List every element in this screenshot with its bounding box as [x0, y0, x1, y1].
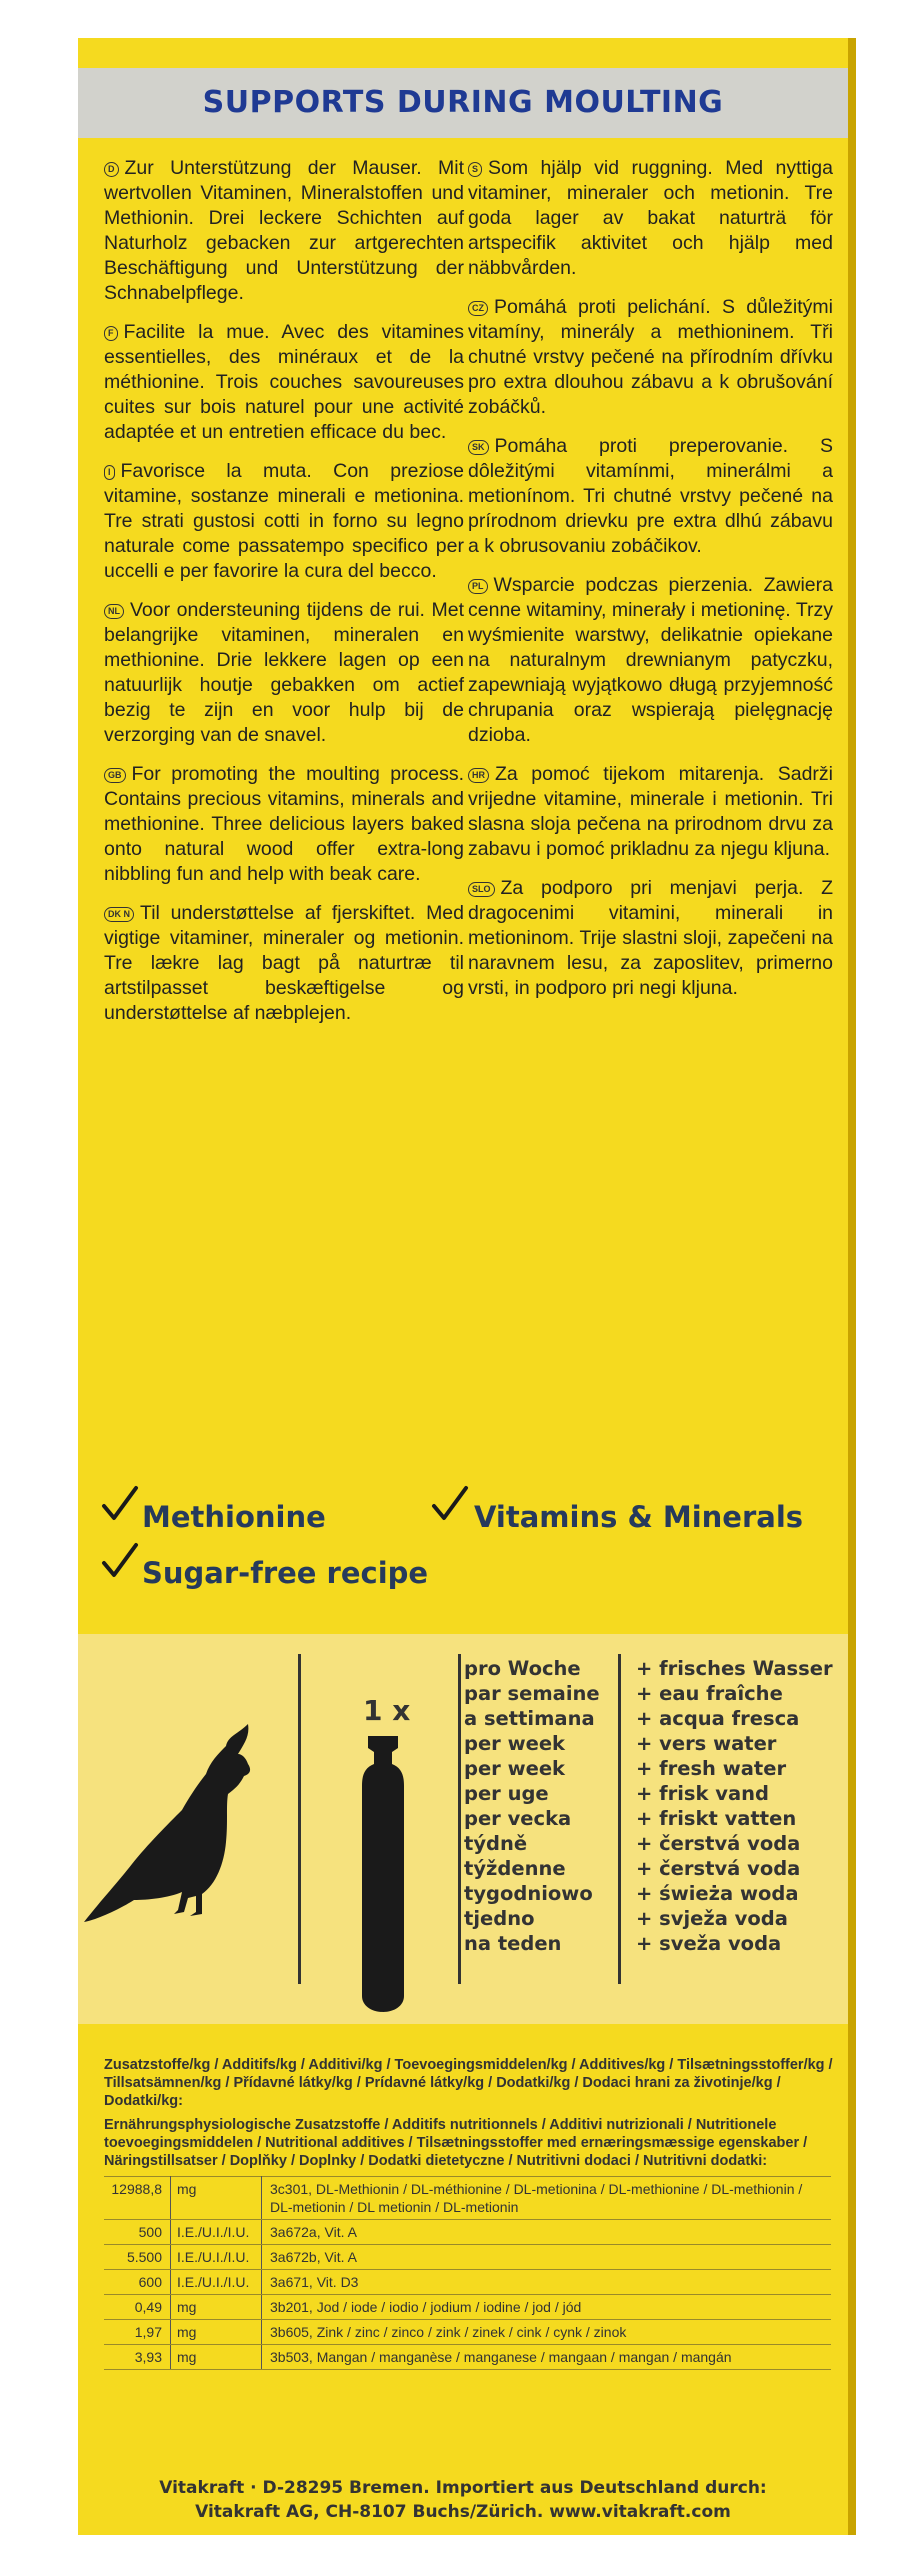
frequency-item: tjedno	[464, 1907, 535, 1930]
cell-amount: 5.500	[104, 2245, 171, 2270]
description-paragraph	[104, 459, 464, 584]
package-side-panel	[78, 38, 848, 2535]
description-paragraph	[104, 598, 464, 748]
paragraph-text: Voor ondersteuning tijdens de rui. Met belangrijke vitaminen, mineralen en methionine. Drie lekkere lagen op een natuurlijk houtje gebakken om actief bezig te zijn en voor hulp bij de verzorging van de snavel.	[104, 599, 464, 746]
stick-treat-icon	[358, 1734, 408, 2014]
checkmark-icon	[100, 1484, 140, 1524]
nutritional-additives-header: Ernährungsphysiologische Zusatzstoffe / Additifs nutritionnels / Additivi nutrizionali / Nutritionele toevoegingsmiddelen / Nutritional additives / Tilsætningsstoffer med ernæringsmæssige egenskaber / Näringstillsatser / Doplňky / Doplnky / Dodatki dietetyczne / Nutritivni dodaci / Nutritivni dodatki:	[104, 2117, 808, 2169]
language-badge: GB	[104, 768, 126, 783]
cell-amount: 500	[104, 2220, 171, 2245]
description-paragraph	[104, 320, 464, 445]
cell-desc: 3b201, Jod / iode / iodio / jodium / iodine / jod / jód	[262, 2295, 832, 2320]
cell-unit: mg	[171, 2345, 262, 2370]
frequency-item: per uge	[464, 1782, 549, 1805]
page-title: SUPPORTS DURING MOULTING	[202, 85, 724, 120]
additives-header: Zusatzstoffe/kg / Additifs/kg / Additivi/kg / Toevoegingsmiddelen/kg / Additives/kg / Tilsætningsstoffer/kg / Tillsatsämnen/kg / Přídavné látky/kg / Prídavné látky/kg / Dodatki/kg / Dodaci hrani za životinje/kg / Dodatki/kg:	[104, 2057, 833, 2109]
paragraph-text: Som hjälp vid ruggning. Med nyttiga vitaminer, mineraler och metionin. Tre goda lager av bakat naturträ för artspecifik aktivitet och hjälp med näbbvården.	[468, 157, 833, 279]
cell-amount: 1,97	[104, 2320, 171, 2345]
description-paragraph	[468, 762, 833, 862]
water-item: + čerstvá voda	[636, 1832, 801, 1855]
feeding-instructions-panel	[78, 1634, 848, 2024]
language-badge: SLO	[468, 882, 495, 897]
feature-vitamins-minerals: Vitamins & Minerals	[474, 1500, 804, 1534]
language-badge: HR	[468, 768, 489, 783]
frequency-item: týždenne	[464, 1857, 566, 1880]
paragraph-text: Til understøttelse af fjerskiftet. Med vigtige vitaminer, mineraler og metionin. Tre lækre lag bagt på naturtræ til artstilpasset beskæftigelse og understøttelse af næbplejen.	[104, 902, 464, 1024]
cell-desc: 3c301, DL-Methionin / DL-méthionine / DL-metionina / DL-methionine / DL-methionin / DL-metionin / DL metionin / DL-metionin	[262, 2177, 832, 2220]
table-row	[104, 2177, 831, 2220]
frequency-item: per vecka	[464, 1807, 572, 1830]
water-item: + frisches Wasser	[636, 1657, 833, 1680]
cell-unit: I.E./U.I./I.U.	[171, 2245, 262, 2270]
language-badge: SK	[468, 440, 489, 455]
frequency-item: par semaine	[464, 1682, 600, 1705]
checkmark-icon	[100, 1541, 140, 1581]
description-paragraph	[468, 434, 833, 559]
paragraph-text: Favorisce la muta. Con preziose vitamine, sostanze minerali e metionina. Tre strati gustosi cotti in forno su legno naturale come passatempo specifico per uccelli e per favorire la cura del becco.	[104, 460, 464, 582]
water-item: + acqua fresca	[636, 1707, 800, 1730]
feature-sugar-free: Sugar-free recipe	[142, 1556, 429, 1590]
paragraph-text: Pomáha proti preperovanie. S dôležitými vitamínmi, minerálmi a metionínom. Tri chutné vrstvy pečené na prírodnom drievku pre extra dlhú zábavu a k obrusovaniu zobáčikov.	[468, 435, 833, 557]
water-item: + fresh water	[636, 1757, 787, 1780]
cell-desc: 3a672a, Vit. A	[262, 2220, 832, 2245]
frequency-item: týdně	[464, 1832, 528, 1855]
feeding-divider	[458, 1654, 461, 1984]
language-badge: NL	[104, 604, 124, 619]
table-row	[104, 2345, 831, 2370]
cell-desc: 3a672b, Vit. A	[262, 2245, 832, 2270]
table-row	[104, 2320, 831, 2345]
footer-line-1: Vitakraft · D-28295 Bremen. Importiert aus Deutschland durch:	[159, 2478, 767, 2498]
cell-desc: 3b503, Mangan / manganèse / manganese / mangaan / mangan / mangán	[262, 2345, 832, 2370]
cell-amount: 3,93	[104, 2345, 171, 2370]
table-row	[104, 2270, 831, 2295]
cell-amount: 12988,8	[104, 2177, 171, 2220]
paragraph-text: Wsparcie podczas pierzenia. Zawiera cenne witaminy, minerały i metioninę. Trzy wyśmienite warstwy, delikatnie opiekane na naturalnym drewnianym patyczku, zapewniają wyjątkowo długą przyjemność chrupania oraz wspierają pielęgnację dzioba.	[468, 574, 833, 746]
cell-unit: mg	[171, 2320, 262, 2345]
cell-unit: mg	[171, 2177, 262, 2220]
water-item: + friskt vatten	[636, 1807, 797, 1830]
left-text-column	[104, 156, 464, 1040]
language-badge: D	[104, 162, 119, 177]
table-row	[104, 2220, 831, 2245]
additives-section	[104, 2056, 834, 2370]
language-badge: CZ	[468, 301, 488, 316]
water-item: + čerstvá voda	[636, 1857, 801, 1880]
frequency-item: per week	[464, 1732, 566, 1755]
paragraph-text: Zur Unterstützung der Mauser. Mit wertvollen Vitaminen, Mineralstoffen und Methionin. Drei leckere Schichten auf Naturholz gebacken zur artgerechten Beschäftigung und Unterstützung der Schnabelpflege.	[104, 157, 464, 304]
frequency-item: pro Woche	[464, 1657, 581, 1680]
water-item: + frisk vand	[636, 1782, 769, 1805]
quantity-label: 1 x	[363, 1694, 411, 1727]
description-paragraph	[104, 762, 464, 887]
description-paragraph	[468, 573, 833, 748]
cell-amount: 600	[104, 2270, 171, 2295]
language-badge: DK N	[104, 907, 134, 922]
cell-desc: 3a671, Vit. D3	[262, 2270, 832, 2295]
additives-table	[104, 2176, 831, 2370]
language-badge: I	[104, 465, 115, 480]
table-row	[104, 2245, 831, 2270]
cell-unit: mg	[171, 2295, 262, 2320]
water-item: + eau fraîche	[636, 1682, 783, 1705]
description-paragraph	[468, 876, 833, 1001]
cell-desc: 3b605, Zink / zinc / zinco / zink / zinek / cink / cynk / zinok	[262, 2320, 832, 2345]
paragraph-text: Za pomoć tijekom mitarenja. Sadrži vrijedne vitamine, minerale i metionin. Tri slasna sloja pečena na prirodnom drvu za zabavu i pomoć prikladnu za njegu kljuna.	[468, 763, 833, 860]
language-badge: F	[104, 326, 118, 341]
water-item: + svježa voda	[636, 1907, 788, 1930]
right-text-column	[468, 156, 833, 1015]
description-paragraph	[468, 156, 833, 281]
frequency-item: tygodniowo	[464, 1882, 593, 1905]
feature-methionine: Methionine	[142, 1500, 326, 1534]
frequency-item: per week	[464, 1757, 566, 1780]
table-row	[104, 2295, 831, 2320]
language-badge: S	[468, 162, 482, 177]
footer-line-2: Vitakraft AG, CH-8107 Buchs/Zürich. www.vitakraft.com	[195, 2502, 731, 2522]
frequency-item: na teden	[464, 1932, 562, 1955]
footer	[78, 2476, 848, 2524]
water-list	[636, 1656, 833, 1956]
paragraph-text: For promoting the moulting process. Contains precious vitamins, minerals and methionine. Three delicious layers baked onto natural wood offer extra-long nibbling fun and help with beak care.	[104, 763, 464, 885]
cockatiel-icon	[78, 1714, 278, 1954]
frequency-list	[464, 1656, 600, 1956]
water-item: + świeża woda	[636, 1882, 799, 1905]
cell-unit: I.E./U.I./I.U.	[171, 2220, 262, 2245]
cell-amount: 0,49	[104, 2295, 171, 2320]
description-paragraph	[104, 901, 464, 1026]
cell-unit: I.E./U.I./I.U.	[171, 2270, 262, 2295]
paragraph-text: Za podporo pri menjavi perja. Z dragocenimi vitamini, minerali in metioninom. Trije slastni sloji, zapečeni na naravnem lesu, za zaposlitev, primerno vrsti, in podporo pri negi kljuna.	[468, 877, 833, 999]
box-edge	[848, 38, 856, 2535]
paragraph-text: Facilite la mue. Avec des vitamines essentielles, des minéraux et de la méthionine. Trois couches savoureuses cuites sur bois naturel pour une activité adaptée et un entretien efficace du bec.	[104, 321, 464, 443]
description-paragraph	[104, 156, 464, 306]
frequency-item: a settimana	[464, 1707, 595, 1730]
feeding-divider	[618, 1654, 621, 1984]
paragraph-text: Pomáhá proti pelichání. S důležitými vitamíny, minerály a methioninem. Tři chutné vrstvy pečené na přírodním dřívku pro extra dlouhou zábavu a k obrušování zobáčků.	[468, 296, 833, 418]
water-item: + vers water	[636, 1732, 777, 1755]
description-paragraph	[468, 295, 833, 420]
checkmark-icon	[430, 1484, 470, 1524]
language-badge: PL	[468, 579, 488, 594]
water-item: + sveža voda	[636, 1932, 782, 1955]
feeding-divider	[298, 1654, 301, 1984]
